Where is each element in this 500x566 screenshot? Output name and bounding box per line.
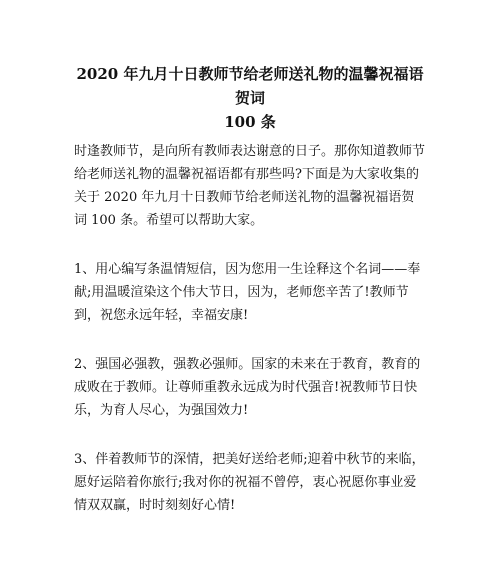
list-item-1: 1、用心编写条温情短信，因为您用一生诠释这个名词——奉献;用温暖渲染这个伟大节日，因为，老师您辛苦了!教师节到，祝您永远年轻，幸福安康! xyxy=(74,262,421,323)
list-item-3: 3、伴着教师节的深情，把美好送给老师;迎着中秋节的来临，愿好运陪着你旅行;我对你的祝福不曾停，衷心祝愿你事业爱情双双赢，时时刻刻好心情! xyxy=(74,452,425,513)
list-item-2: 2、强国必强教，强教必强师。国家的未来在于教育，教育的成败在于教师。让尊师重教永远成为时代强音!祝教师节日快乐，为育人尽心，为强国效力! xyxy=(74,357,421,418)
document-page xyxy=(74,62,426,543)
title-line-1: 2020 年九月十日教师节给老师送礼物的温馨祝福语贺词 xyxy=(76,65,424,107)
document-title xyxy=(74,62,426,134)
title-line-2: 100 条 xyxy=(224,113,276,131)
intro-paragraph: 时逢教师节，是向所有教师表达谢意的日子。那你知道教师节给老师送礼物的温馨祝福语都有那些吗?下面是为大家收集的关于 2020 年九月十日教师节给老师送礼物的温馨祝福语贺词 100 条。希望可以帮助大家。 xyxy=(74,144,426,228)
